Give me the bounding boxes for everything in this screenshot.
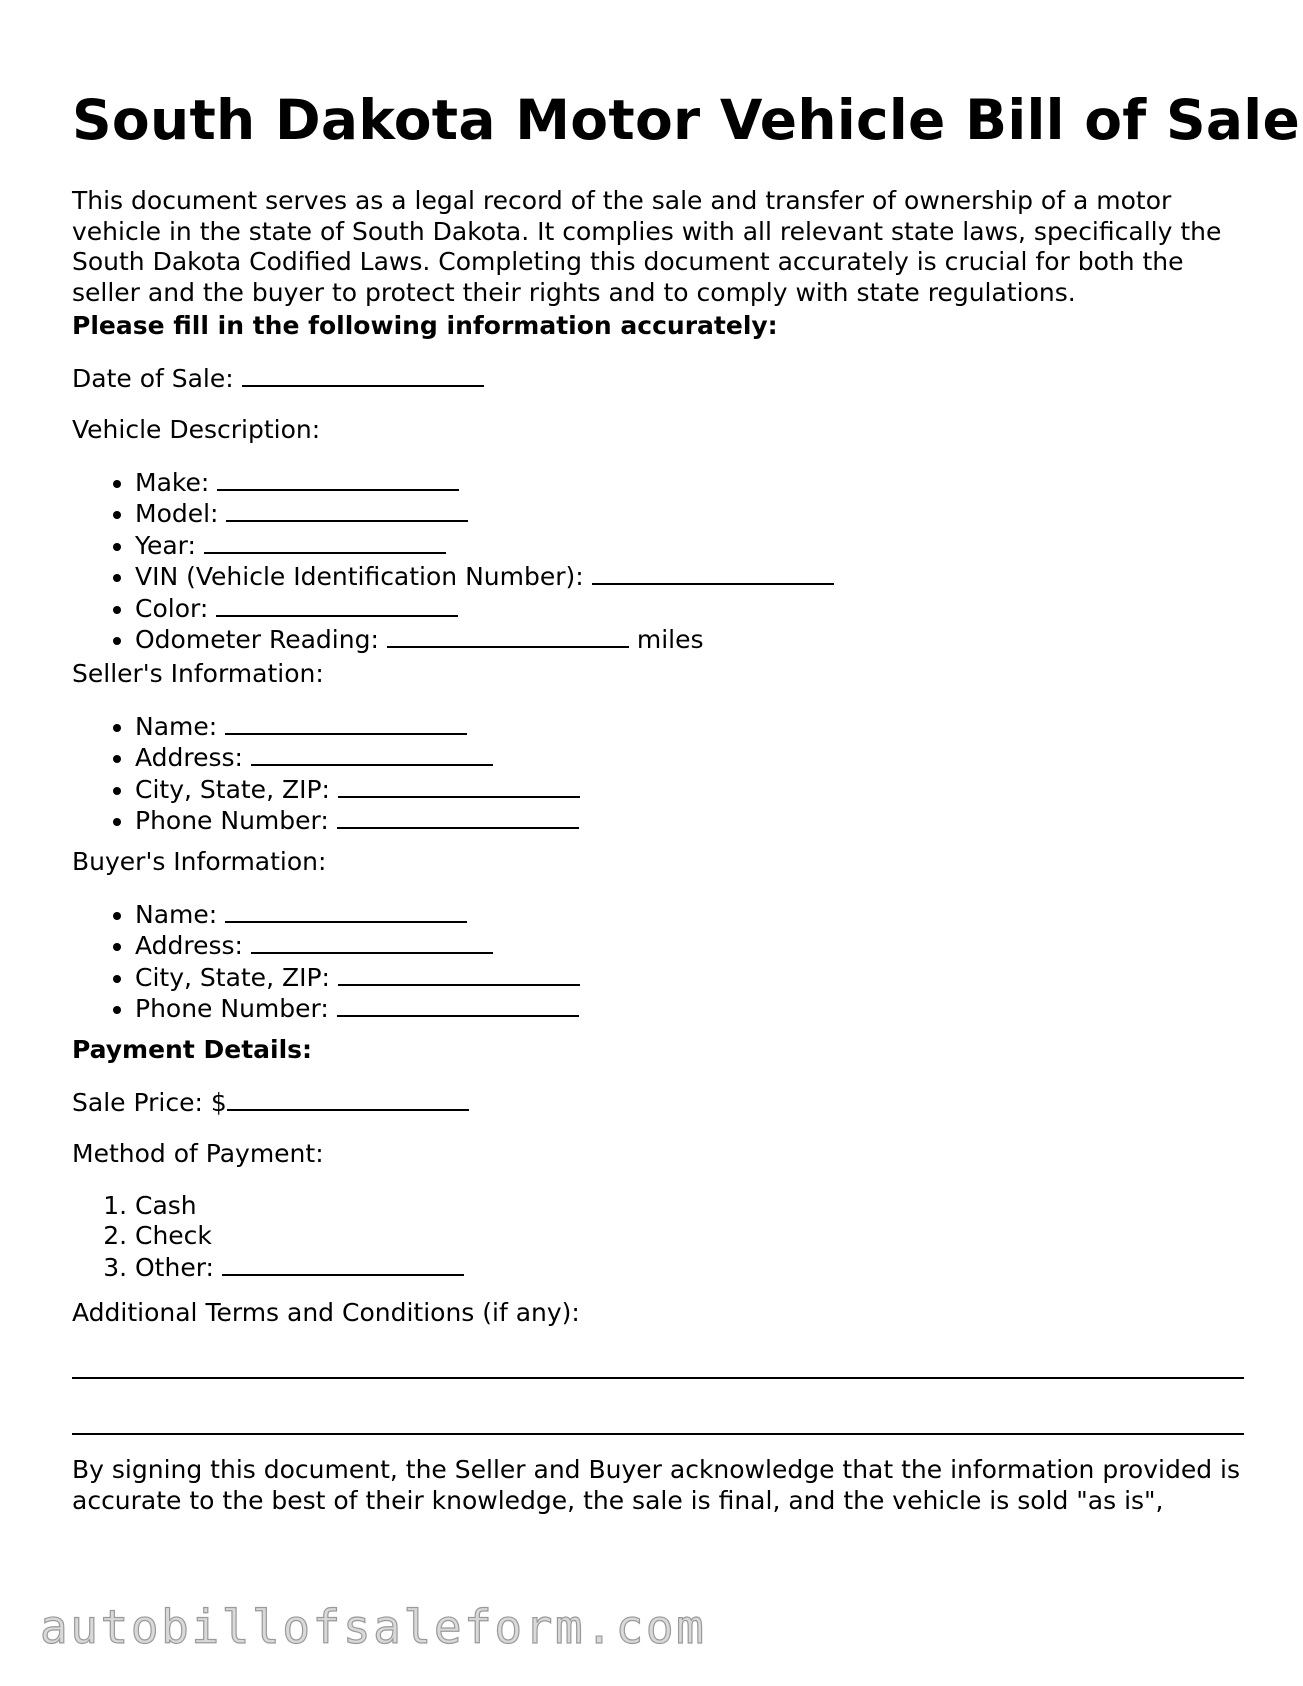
vehicle-list bbox=[72, 467, 834, 655]
vehicle-make-label: Make: bbox=[135, 468, 210, 497]
vehicle-vin-blank[interactable] bbox=[592, 561, 834, 585]
seller-phone-blank[interactable] bbox=[337, 805, 579, 829]
buyer-city-label: City, State, ZIP: bbox=[135, 962, 330, 992]
terms-line-2[interactable] bbox=[72, 1433, 1244, 1435]
buyer-city-blank[interactable] bbox=[338, 962, 580, 986]
seller-address-item bbox=[135, 742, 580, 773]
vehicle-color-blank[interactable] bbox=[216, 593, 458, 617]
document-title: South Dakota Motor Vehicle Bill of Sale bbox=[72, 88, 1301, 152]
seller-phone-item bbox=[135, 805, 580, 836]
payment-method-list bbox=[72, 1191, 464, 1283]
vehicle-model-label: Model: bbox=[135, 499, 219, 529]
payment-method-other-label: Other: bbox=[135, 1252, 214, 1282]
vehicle-odometer-item bbox=[135, 624, 834, 655]
buyer-list bbox=[72, 899, 580, 1025]
vehicle-model-item bbox=[135, 498, 834, 529]
vehicle-model-blank[interactable] bbox=[226, 498, 468, 522]
vehicle-year-item bbox=[135, 530, 834, 561]
vehicle-odometer-label: Odometer Reading: bbox=[135, 625, 379, 655]
payment-method-heading: Method of Payment: bbox=[72, 1139, 324, 1168]
sale-price-field bbox=[72, 1087, 469, 1118]
date-of-sale-field bbox=[72, 363, 484, 394]
date-of-sale-blank[interactable] bbox=[242, 363, 484, 387]
vehicle-year-blank[interactable] bbox=[204, 530, 446, 554]
vehicle-year-label: Year: bbox=[135, 530, 196, 560]
seller-name-label: Name: bbox=[135, 712, 218, 741]
buyer-address-item bbox=[135, 930, 580, 961]
seller-name-blank[interactable] bbox=[225, 711, 467, 735]
buyer-address-blank[interactable] bbox=[251, 930, 493, 954]
seller-city-blank[interactable] bbox=[338, 774, 580, 798]
seller-name-item bbox=[135, 711, 580, 742]
buyer-heading: Buyer's Information: bbox=[72, 847, 327, 876]
vehicle-make-item bbox=[135, 467, 834, 498]
buyer-phone-item bbox=[135, 993, 580, 1024]
seller-address-blank[interactable] bbox=[251, 742, 493, 766]
buyer-address-label: Address: bbox=[135, 931, 243, 961]
payment-method-cash[interactable]: 1. Cash bbox=[135, 1191, 464, 1221]
vehicle-heading: Vehicle Description: bbox=[72, 415, 321, 444]
vehicle-vin-item bbox=[135, 561, 834, 592]
buyer-city-item bbox=[135, 962, 580, 993]
odometer-unit: miles bbox=[636, 625, 704, 655]
vehicle-odometer-blank[interactable] bbox=[387, 624, 629, 648]
buyer-name-label: Name: bbox=[135, 900, 218, 929]
payment-method-other-blank[interactable] bbox=[222, 1252, 464, 1276]
terms-line-1[interactable] bbox=[72, 1377, 1244, 1379]
site-watermark: autobillofsaleform.com bbox=[40, 1600, 707, 1654]
sale-price-label: Sale Price: $ bbox=[72, 1088, 227, 1117]
buyer-phone-blank[interactable] bbox=[337, 993, 579, 1017]
vehicle-color-item bbox=[135, 593, 834, 624]
closing-paragraph: By signing this document, the Seller and Buyer acknowledge that the information provided is accurate to the best of their knowledge, the sale is final, and the vehicle is sold "as is", bbox=[72, 1455, 1240, 1515]
payment-heading: Payment Details: bbox=[72, 1035, 313, 1064]
seller-address-label: Address: bbox=[135, 743, 243, 773]
buyer-phone-label: Phone Number: bbox=[135, 994, 329, 1024]
intro-paragraph: This document serves as a legal record of the sale and transfer of ownership of a motor vehicle in the state of South Dakota. It complies with all relevant state laws, specifically the South Dakota Codified Laws. Completing this document accurately is crucial for both the seller and the buyer to protect their rights and to comply with state regulations. bbox=[72, 186, 1222, 307]
sale-price-blank[interactable] bbox=[227, 1087, 469, 1111]
terms-heading: Additional Terms and Conditions (if any): bbox=[72, 1298, 580, 1327]
payment-method-check[interactable]: 2. Check bbox=[135, 1221, 464, 1251]
buyer-name-item bbox=[135, 899, 580, 930]
vehicle-color-label: Color: bbox=[135, 593, 209, 623]
seller-city-label: City, State, ZIP: bbox=[135, 774, 330, 804]
payment-method-other[interactable] bbox=[135, 1252, 464, 1283]
vehicle-make-blank[interactable] bbox=[217, 467, 459, 491]
seller-phone-label: Phone Number: bbox=[135, 806, 329, 836]
seller-city-item bbox=[135, 774, 580, 805]
buyer-name-blank[interactable] bbox=[225, 899, 467, 923]
date-of-sale-label: Date of Sale: bbox=[72, 364, 234, 393]
vehicle-vin-label: VIN (Vehicle Identification Number): bbox=[135, 562, 584, 592]
seller-heading: Seller's Information: bbox=[72, 659, 324, 688]
instructions-heading: Please fill in the following information accurately: bbox=[72, 311, 778, 340]
seller-list bbox=[72, 711, 580, 837]
